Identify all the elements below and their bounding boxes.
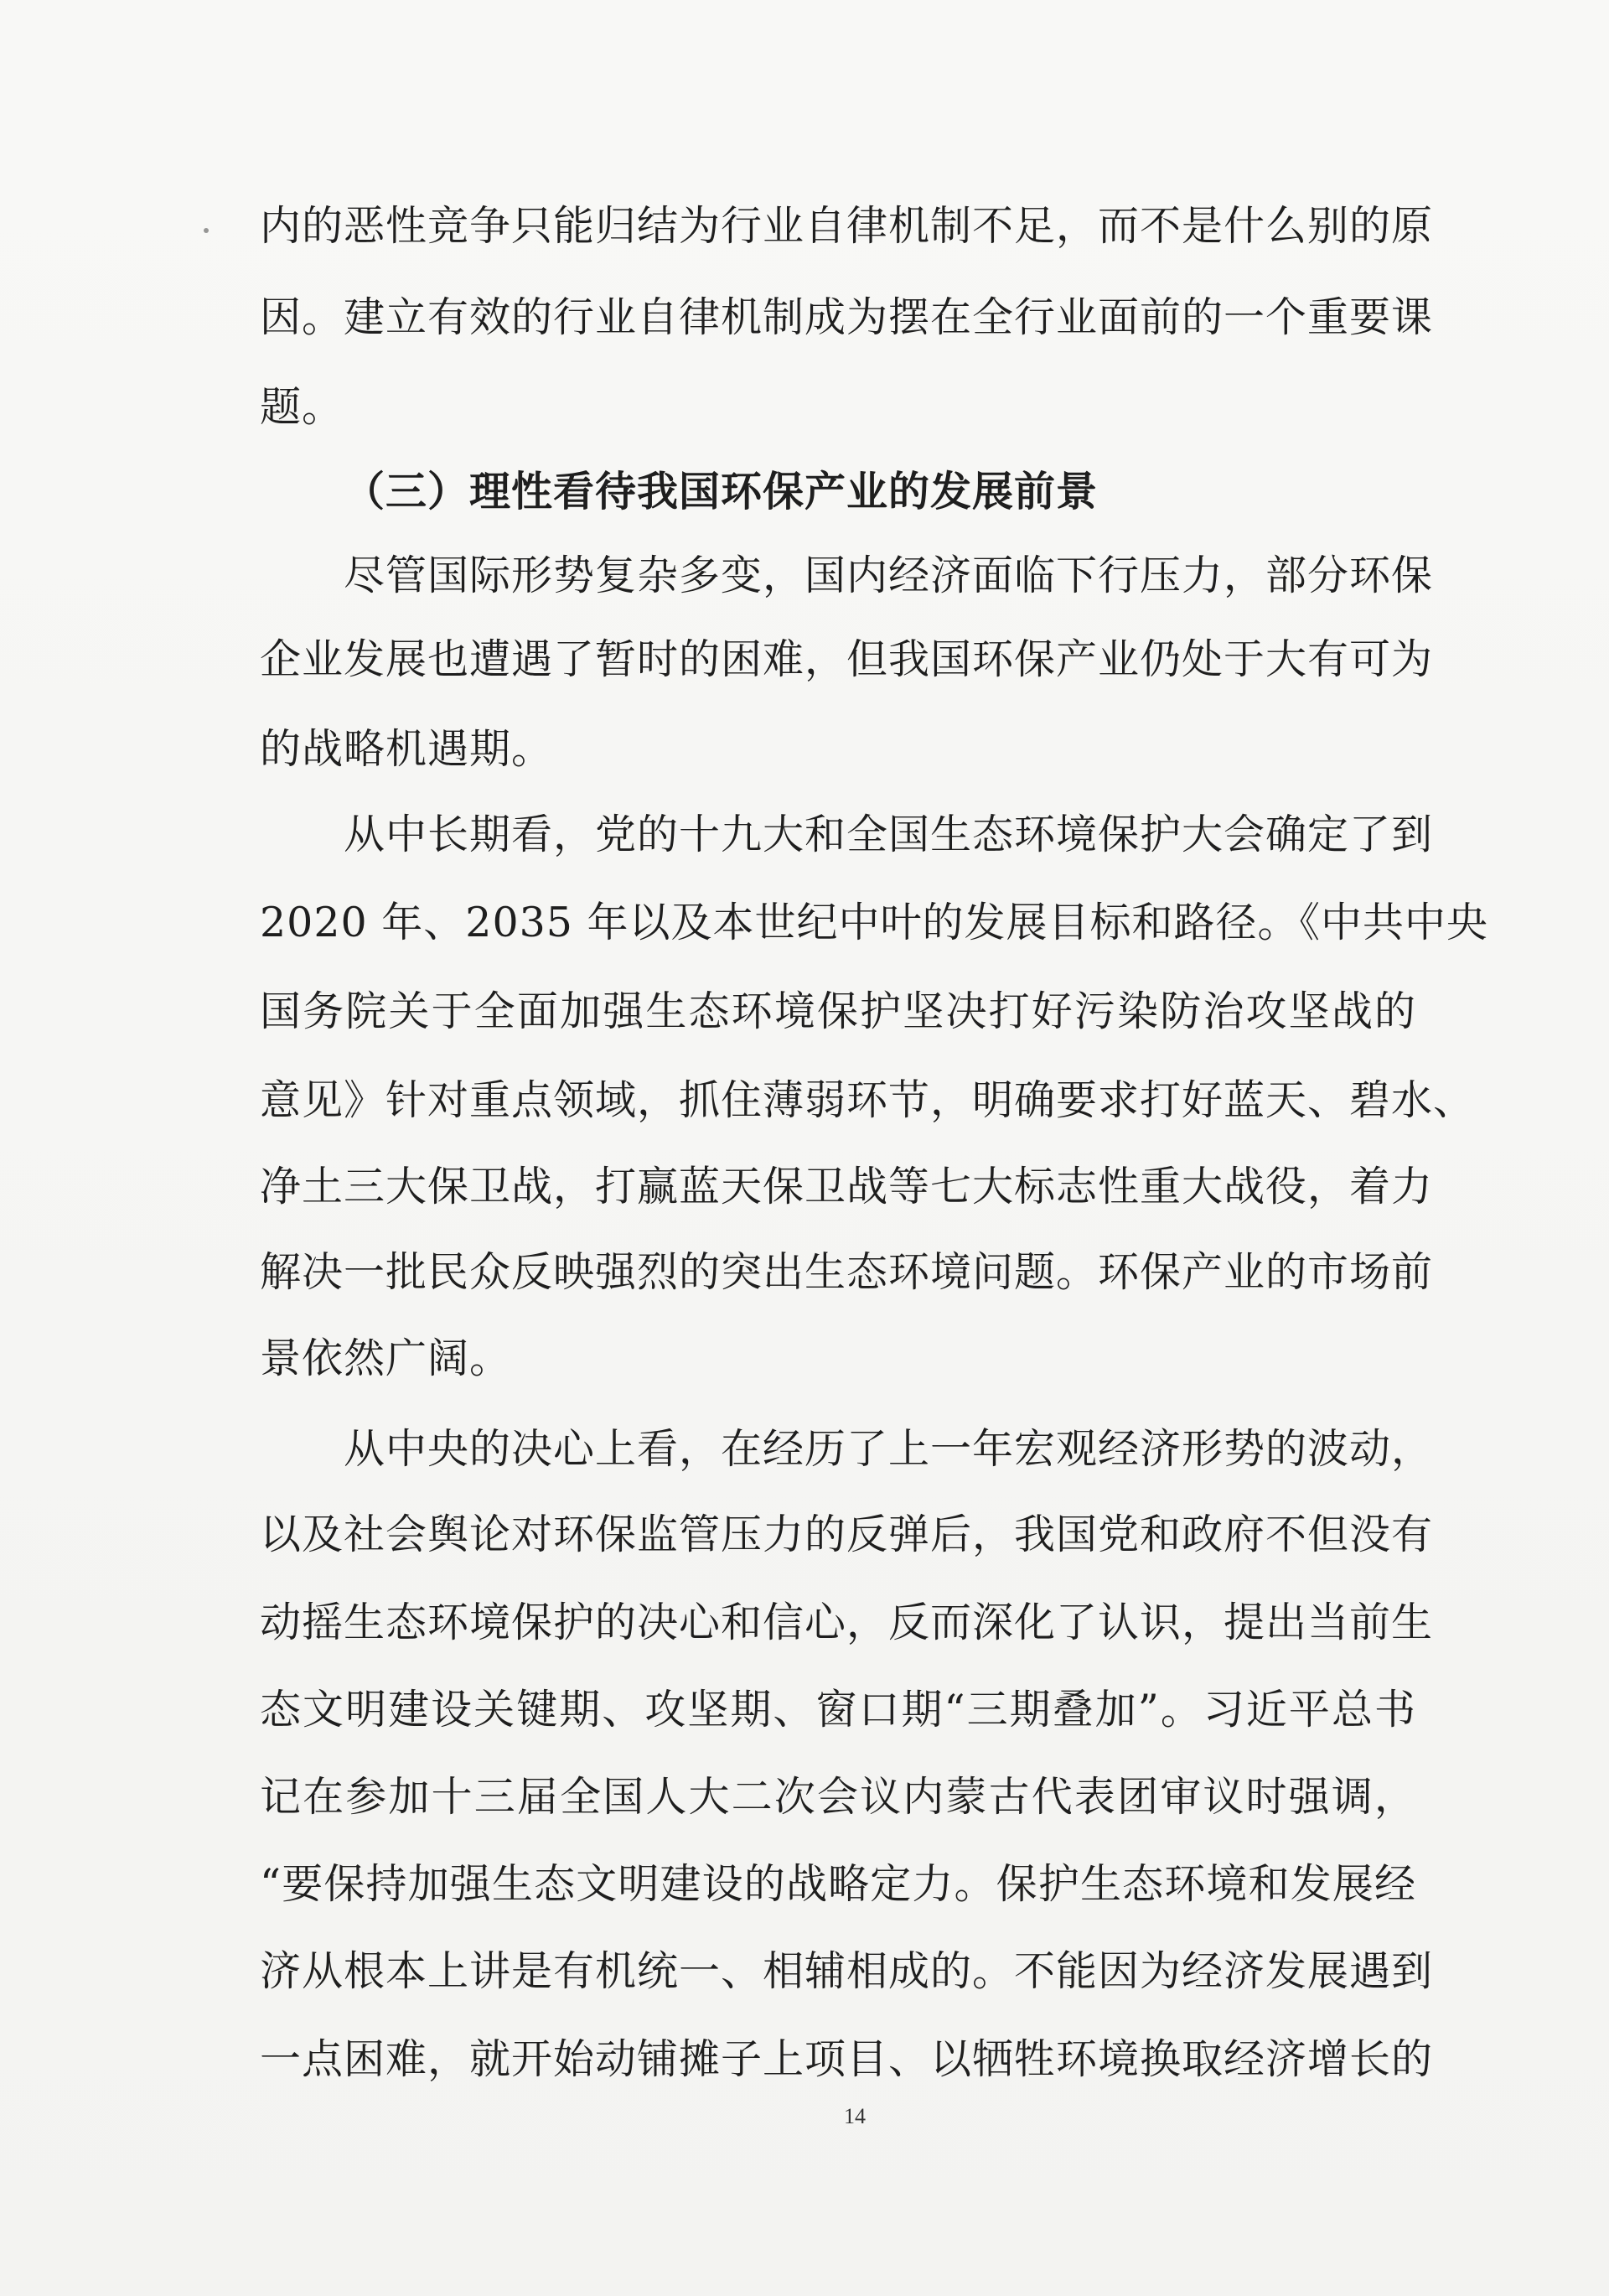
body-line: 内的恶性竞争只能归结为行业自律机制不足，而不是什么别的原 [260,202,1434,250]
body-line: 济从根本上讲是有机统一、相辅相成的。不能因为经济发展遇到 [260,1947,1434,1995]
body-line: 一点困难，就开始动铺摊子上项目、以牺牲环境换取经济增长的 [260,2035,1434,2083]
paragraph-first-line: 尽管国际形势复杂多变，国内经济面临下行压力，部分环保 [344,552,1434,599]
section-heading: （三）理性看待我国环保产业的发展前景 [344,468,1099,516]
paragraph-first-line: 从中长期看，党的十九大和全国生态环境保护大会确定了到 [344,811,1434,858]
body-line: 景依然广阔。 [260,1335,512,1382]
body-line: 企业发展也遭遇了暂时的困难，但我国环保产业仍处于大有可为 [260,635,1434,683]
body-line: 解决一批民众反映强烈的突出生态环境问题。环保产业的市场前 [260,1248,1434,1296]
page-number: 14 [844,2104,866,2128]
body-line: 2020 年、2035 年以及本世纪中叶的发展目标和路径。《中共中央 [260,899,1489,946]
scan-speck [204,228,209,233]
body-line: 态文明建设关键期、攻坚期、窗口期“三期叠加”。习近平总书 [260,1686,1416,1734]
body-line: 记在参加十三届全国人大二次会议内蒙古代表团审议时强调， [260,1773,1416,1821]
body-line: 净土三大保卫战，打赢蓝天保卫战等七大标志性重大战役，着力 [260,1163,1434,1210]
body-line: 动摇生态环境保护的决心和信心，反而深化了认识，提出当前生 [260,1599,1434,1646]
paragraph-first-line: 从中央的决心上看，在经历了上一年宏观经济形势的波动， [344,1425,1434,1473]
body-line: 意见》针对重点领域，抓住薄弱环节，明确要求打好蓝天、碧水、 [260,1076,1476,1124]
body-line: 以及社会舆论对环保监管压力的反弹后，我国党和政府不但没有 [260,1511,1434,1558]
body-line: 国务院关于全面加强生态环境保护坚决打好污染防治攻坚战的 [260,987,1416,1035]
body-line: 题。 [260,383,344,431]
body-line: “要保持加强生态文明建设的战略定力。保护生态环境和发展经 [260,1860,1416,1908]
body-line: 因。建立有效的行业自律机制成为摆在全行业面前的一个重要课 [260,293,1434,341]
body-line: 的战略机遇期。 [260,725,554,773]
